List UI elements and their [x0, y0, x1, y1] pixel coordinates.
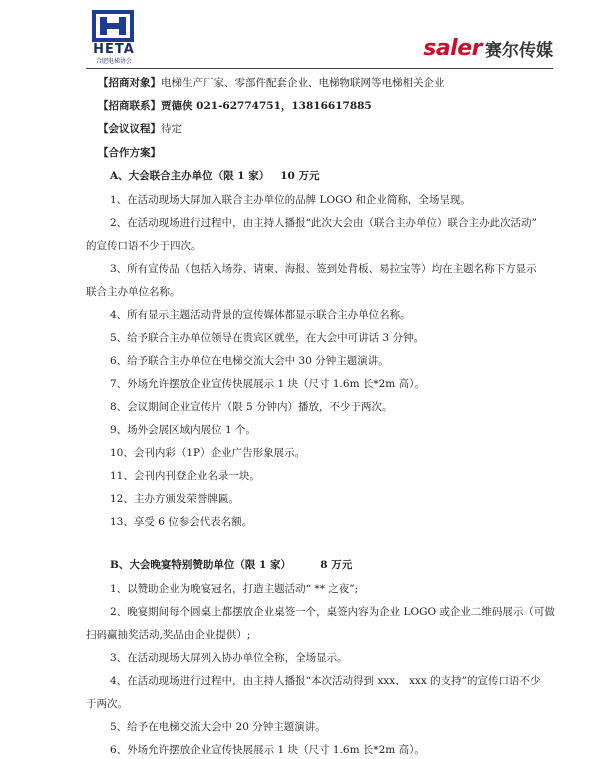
section-a-item: 6、给予联合主办单位在电梯交流大会中 30 分钟主题演讲。 [110, 355, 389, 367]
heta-logo-text: HETA [93, 42, 135, 57]
section-b-item: 5、给予在电梯交流大会中 20 分钟主题演讲。 [110, 721, 326, 733]
section-b-item: 2、晚宴期间每个圆桌上都摆放企业桌签一个，桌签内容为企业 LOGO 或企业二维码展示（可做 [110, 606, 555, 618]
target-line [98, 74, 445, 92]
section-b-item: 1、以赞助企业为晚宴冠名，打造主题活动“ ** 之夜”; [110, 583, 359, 595]
agenda-value: 待定 [161, 123, 182, 135]
page-header [0, 0, 593, 72]
section-a-item: 12、主办方颁发荣誉牌匾。 [110, 493, 239, 505]
heta-logo-icon [92, 10, 134, 42]
section-a-item: 3、所有宣传品（包括入场券、请柬、海报、签到处背板、易拉宝等）均在主题名称下方显示 [110, 263, 537, 275]
section-a-price: 10 万元 [280, 170, 320, 182]
section-a-item: 1、在活动现场大屏加入联合主办单位的品牌 LOGO 和企业简称，全场呈现。 [110, 194, 471, 206]
section-a-item-cont: 联合主办单位名称。 [86, 286, 181, 298]
heta-logo [86, 10, 142, 68]
section-a-item: 11、会刊内刊登企业名录一块。 [110, 470, 260, 482]
section-b-item-cont: 扫码赢抽奖活动,奖品由企业提供）; [86, 629, 251, 641]
contact-value: 贾德侠 021-62774751，13816617885 [161, 100, 372, 112]
heta-logo-subtext: 合肥电梯协会 [95, 58, 132, 65]
saler-brand-cn: 赛尔传媒 [485, 41, 553, 61]
contact-label: 【招商联系】 [98, 100, 161, 112]
section-a-item: 10、会刊内彩（1P）企业广告形象展示。 [110, 447, 306, 459]
target-value: 电梯生产厂家、零部件配套企业、电梯物联网等电梯相关企业 [161, 77, 445, 89]
section-b-item: 3、在活动现场大屏列入协办单位全称，全场显示。 [110, 652, 348, 664]
agenda-label: 【会议议程】 [98, 123, 161, 135]
section-a-item: 13、享受 6 位参会代表名额。 [110, 516, 253, 528]
section-a-title [110, 167, 320, 185]
section-b-item: 4、在活动现场进行过程中，由主持人播报“本次活动得到 xxx、 xxx 的支持”的宣传口语不少 [110, 675, 541, 687]
section-a-item: 5、给予联合主办单位领导在贵宾区就坐，在大会中可讲话 3 分钟。 [110, 332, 425, 344]
saler-brand-text: saler [423, 36, 482, 61]
header-divider [86, 68, 553, 69]
section-a-item: 2、在活动现场进行过程中，由主持人播报“此次大会由（联合主办单位）联合主办此次活动” [110, 217, 537, 229]
plan-heading: 【合作方案】 [98, 147, 161, 159]
section-a-item: 4、所有显示主题活动背景的宣传媒体都显示联合主办单位名称。 [110, 309, 411, 321]
section-a-title-text: A、大会联合主办单位（限 1 家） [110, 170, 270, 182]
target-label: 【招商对象】 [98, 77, 161, 89]
section-a-item: 7、外场允许摆放企业宣传快展展示 1 块（尺寸 1.6m 长*2m 高）。 [110, 378, 425, 390]
contact-line [98, 97, 372, 115]
section-a-item: 9、场外会展区域内展位 1 个。 [110, 424, 257, 436]
section-b-price: 8 万元 [320, 559, 353, 571]
section-b-item-cont: 于两次。 [86, 698, 128, 710]
section-b-title [110, 556, 352, 574]
section-b-title-text: B、大会晚宴特别赞助单位（限 1 家） [110, 559, 291, 571]
section-b-item: 6、外场允许摆放企业宣传快展展示 1 块（尺寸 1.6m 长*2m 高）。 [110, 744, 425, 756]
section-a-item-cont: 的宣传口语不少于四次。 [86, 240, 202, 252]
agenda-line [98, 120, 182, 138]
section-a-item: 8、会议期间企业宣传片（限 5 分钟内）播放，不少于两次。 [110, 401, 393, 413]
saler-logo [423, 36, 553, 62]
